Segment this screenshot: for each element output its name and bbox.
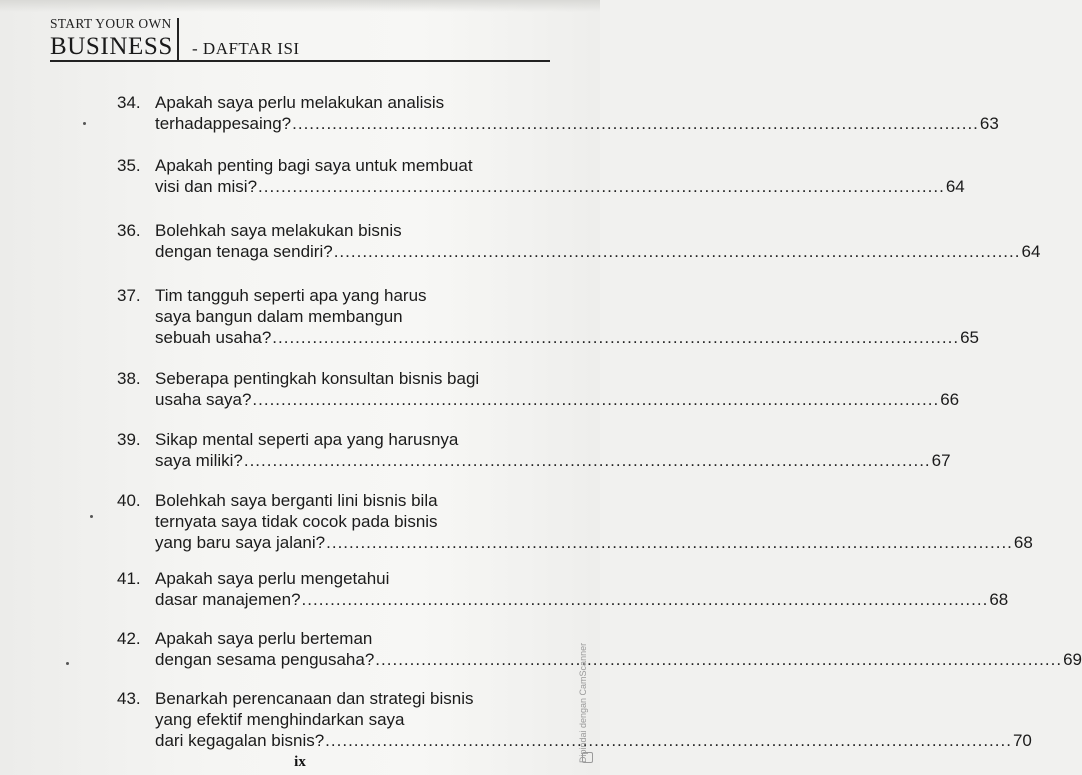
- toc-entry-page: 65: [960, 328, 979, 347]
- toc-entry-page: 69: [1063, 650, 1082, 669]
- toc-entry-number: 35.: [117, 156, 141, 175]
- toc-entry-title-line: Apakah saya perlu mengetahui: [155, 569, 390, 588]
- brand-small-text: START YOUR OWN: [50, 16, 172, 31]
- toc-entry-title-end: dengan sesama pengusaha?: [155, 650, 375, 669]
- toc-entry-number: 36.: [117, 221, 141, 240]
- toc-entry-page: 64: [1021, 242, 1041, 261]
- toc-entry-page: 68: [989, 590, 1009, 609]
- page-number: ix: [294, 754, 306, 770]
- dot-leader: ........................................................................................................................: [252, 390, 940, 409]
- toc-entry-last-line: [155, 649, 1082, 670]
- toc-entry-title-end: dari kegagalan bisnis?: [155, 731, 325, 750]
- toc-entry-last-line: [155, 389, 960, 410]
- toc-entry-page: 66: [940, 390, 960, 409]
- toc-entry-last-line: [155, 327, 979, 348]
- toc-entry-title-end: dasar manajemen?: [155, 590, 301, 609]
- toc-entry-title-end: yang baru saya jalani?: [155, 533, 326, 552]
- paper-speck: [66, 662, 69, 665]
- dot-leader: ........................................................................................................................: [243, 451, 931, 470]
- toc-entry-number: 39.: [117, 430, 141, 449]
- toc-entry-title-end: saya miliki?: [155, 451, 243, 470]
- toc-entry-last-line: [155, 241, 1041, 262]
- paper-speck: [90, 515, 93, 518]
- toc-entry-number: 37.: [117, 286, 141, 305]
- dot-leader: ........................................................................................................................: [272, 328, 960, 347]
- toc-entry-page: 63: [979, 114, 999, 133]
- toc-entry-title-end: terhadappesaing?: [155, 114, 292, 133]
- toc-entry-last-line: [155, 113, 999, 134]
- toc-entry-last-line: [155, 730, 1032, 751]
- toc-entry-title-line: Tim tangguh seperti apa yang harus: [155, 286, 427, 305]
- toc-entry-number: 41.: [117, 569, 141, 588]
- dot-leader: ........................................................................................................................: [325, 731, 1012, 750]
- toc-entry-title-line: Bolehkah saya berganti lini bisnis bila: [155, 491, 438, 510]
- toc-entry-last-line: [155, 450, 951, 471]
- dot-leader: ........................................................................................................................: [258, 177, 945, 196]
- toc-entry-title-end: sebuah usaha?: [155, 328, 272, 347]
- toc-entry-last-line: [155, 589, 1009, 610]
- toc-entry-last-line: [155, 532, 1033, 553]
- brand-big-text: BUSINESS: [50, 33, 173, 60]
- dot-leader: ........................................................................................................................: [333, 242, 1021, 261]
- toc-entry-title-line: ternyata saya tidak cocok pada bisnis: [155, 512, 438, 531]
- section-title: - DAFTAR ISI: [192, 39, 300, 58]
- toc-entry-title-end: usaha saya?: [155, 390, 252, 409]
- toc-entry-title-end: dengan tenaga sendiri?: [155, 242, 333, 261]
- dot-leader: ........................................................................................................................: [375, 650, 1063, 669]
- scanner-logo-icon: [582, 752, 593, 763]
- scanner-watermark-text: Dipindai dengan CamScanner: [578, 642, 588, 763]
- toc-entry-page: 64: [945, 177, 965, 196]
- toc-entry-number: 42.: [117, 629, 141, 648]
- toc-entry-number: 43.: [117, 689, 141, 708]
- toc-entry-number: 34.: [117, 93, 141, 112]
- toc-entry-title-end: visi dan misi?: [155, 177, 258, 196]
- toc-entry-last-line: [155, 176, 965, 197]
- toc-entry-page: 67: [931, 451, 951, 470]
- toc-entry-number: 40.: [117, 491, 141, 510]
- toc-entry-title-line: Seberapa pentingkah konsultan bisnis bagi: [155, 369, 480, 388]
- toc-entry-title-line: Apakah penting bagi saya untuk membuat: [155, 156, 473, 175]
- dot-leader: ........................................................................................................................: [301, 590, 989, 609]
- toc-entry-page: 70: [1012, 731, 1032, 750]
- toc-entry-title-line: yang efektif menghindarkan saya: [155, 710, 405, 729]
- toc-entry-title-line: Sikap mental seperti apa yang harusnya: [155, 430, 459, 449]
- toc-entry-title-line: saya bangun dalam membangun: [155, 307, 403, 326]
- toc-entry-title-line: Apakah saya perlu berteman: [155, 629, 373, 648]
- dot-leader: ........................................................................................................................: [326, 533, 1013, 552]
- toc-entry-title-line: Benarkah perencanaan dan strategi bisnis: [155, 689, 474, 708]
- paper-speck: [83, 122, 86, 125]
- dot-leader: ........................................................................................................................: [292, 114, 979, 133]
- toc-entry-page: 68: [1013, 533, 1033, 552]
- toc-entry-title-line: Apakah saya perlu melakukan analisis: [155, 93, 445, 112]
- toc-entry-number: 38.: [117, 369, 141, 388]
- toc-entry-title-line: Bolehkah saya melakukan bisnis: [155, 221, 402, 240]
